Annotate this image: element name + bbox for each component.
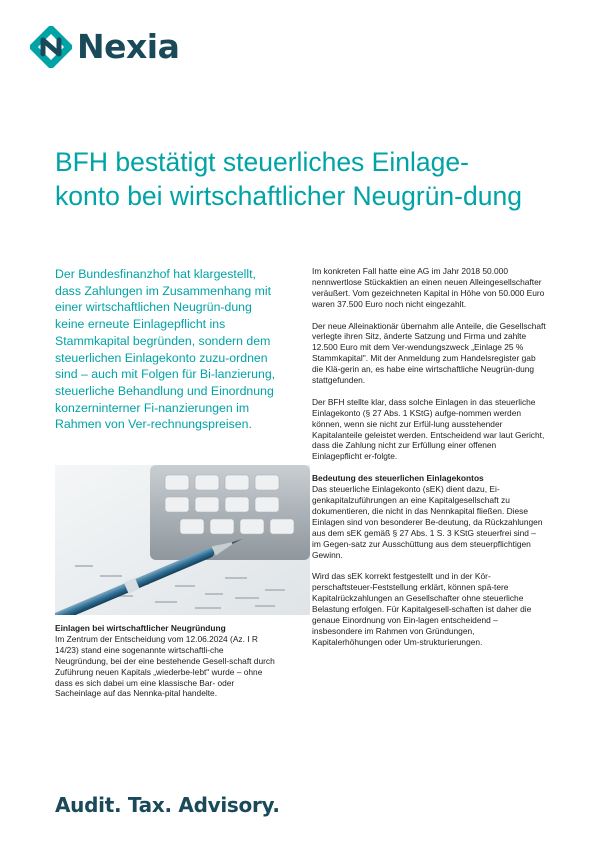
nexia-logo xyxy=(30,26,179,68)
article-title: BFH bestätigt steuerliches Einlage-konto bei wirtschaftlicher Neugrün-dung xyxy=(55,147,522,211)
right-paragraph: Der BFH stellte klar, dass solche Einlagen in das steuerliche Einlagekonto (§ 27 Abs. 1 KStG) aufge-nommen werden können, wenn sie nicht zur Erfül-lung ausstehender Kapitalanteile geleistet werden. Entscheidend war laut Gericht, dass die Zahlung nicht zur Erfüllung einer offenen Einlagepflicht er-folgte. xyxy=(312,396,545,462)
right-paragraph: Im konkreten Fall hatte eine AG im Jahr 2018 50.000 nennwertlose Stückaktien an einen neuen Alleingesellschafter veräußert. Vom gezeichneten Kapital in Höhe von 50.000 Euro waren 37.500 Euro noch nicht eingezahlt. xyxy=(312,266,545,309)
left-section-body: Im Zentrum der Entscheidung vom 12.06.2024 (Az. I R 14/23) stand eine sogenannte wirtschaftli-che Neugründung, bei der eine bestehende Gesell-schaft durch Zuführung neuen Kapitals „wiederbe-lebt" wurde – ohne dass es sich dabei um eine klassische Bar- oder Sacheinlage auf das Nennka-pital handelte. xyxy=(55,633,275,699)
pen-calculator-photo xyxy=(55,465,310,615)
article-lead: Der Bundesfinanzhof hat klargestellt, dass Zahlungen im Zusammenhang mit einer wirtschaftlichen Neugrün-dung keine erneute Einlagepflicht ins Stammkapital begründen, sondern dem steuerlichen Einlagekonto zuzu-ordnen sind – auch mit Folgen für Bi-lanzierung, steuerliche Behandlung und Einordnung konzerninterner Fi-nanzierungen im Rahmen von Ver-rechnungspreisen. xyxy=(55,267,276,432)
right-section-heading: Bedeutung des steuerlichen Einlagekontos xyxy=(312,473,484,484)
right-column xyxy=(312,266,546,648)
right-paragraph: Wird das sEK korrekt festgestellt und in der Kör-perschaftsteuer-Feststellung erklärt, können spä-tere Kapitalrückzahlungen an Gesellschafter ohne steuerliche Belastung erfolgen. Für Kapitalgesell-schaften ist daher die genaue Einordnung von Ein-lagen entscheidend – insbesondere im Rahmen von Gründungen, Kapitalerhöhungen oder Um-strukturierungen. xyxy=(312,571,532,647)
left-section-heading: Einlagen bei wirtschaftlicher Neugründung xyxy=(55,623,226,633)
right-paragraph: Der neue Alleinaktionär übernahm alle Anteile, die Gesellschaft verlegte ihren Sitz, änderte Satzung und Firma und zahlte 12.500 Euro mit dem Ver-wendungszweck „Einlage 25 % Stammkapital". Mit der Anmeldung zum Handelsregister gab die Klä-gerin an, es habe eine wirtschaftliche Neugrün-dung stattgefunden. xyxy=(312,320,546,386)
logo-wordmark: Nexia xyxy=(77,27,180,66)
left-column xyxy=(55,623,277,699)
right-paragraph: Das steuerliche Einlagekonto (sEK) dient dazu, Ei-genkapitalzuführungen an eine Kapitalgesellschaft zu dokumentieren, die nicht in das Nennkapital fließen. Diese Einlagen sind von besonderer Be-deutung, da Rückzahlungen aus dem sEK gemäß § 27 Abs. 1 S. 3 KStG steuerfrei sind – im Gegen-satz zur Ausschüttung aus dem steuerpflichtigen Gewinn. xyxy=(312,484,543,560)
footer-tagline: Audit. Tax. Advisory. xyxy=(55,793,280,817)
nexia-n-icon xyxy=(30,26,72,68)
